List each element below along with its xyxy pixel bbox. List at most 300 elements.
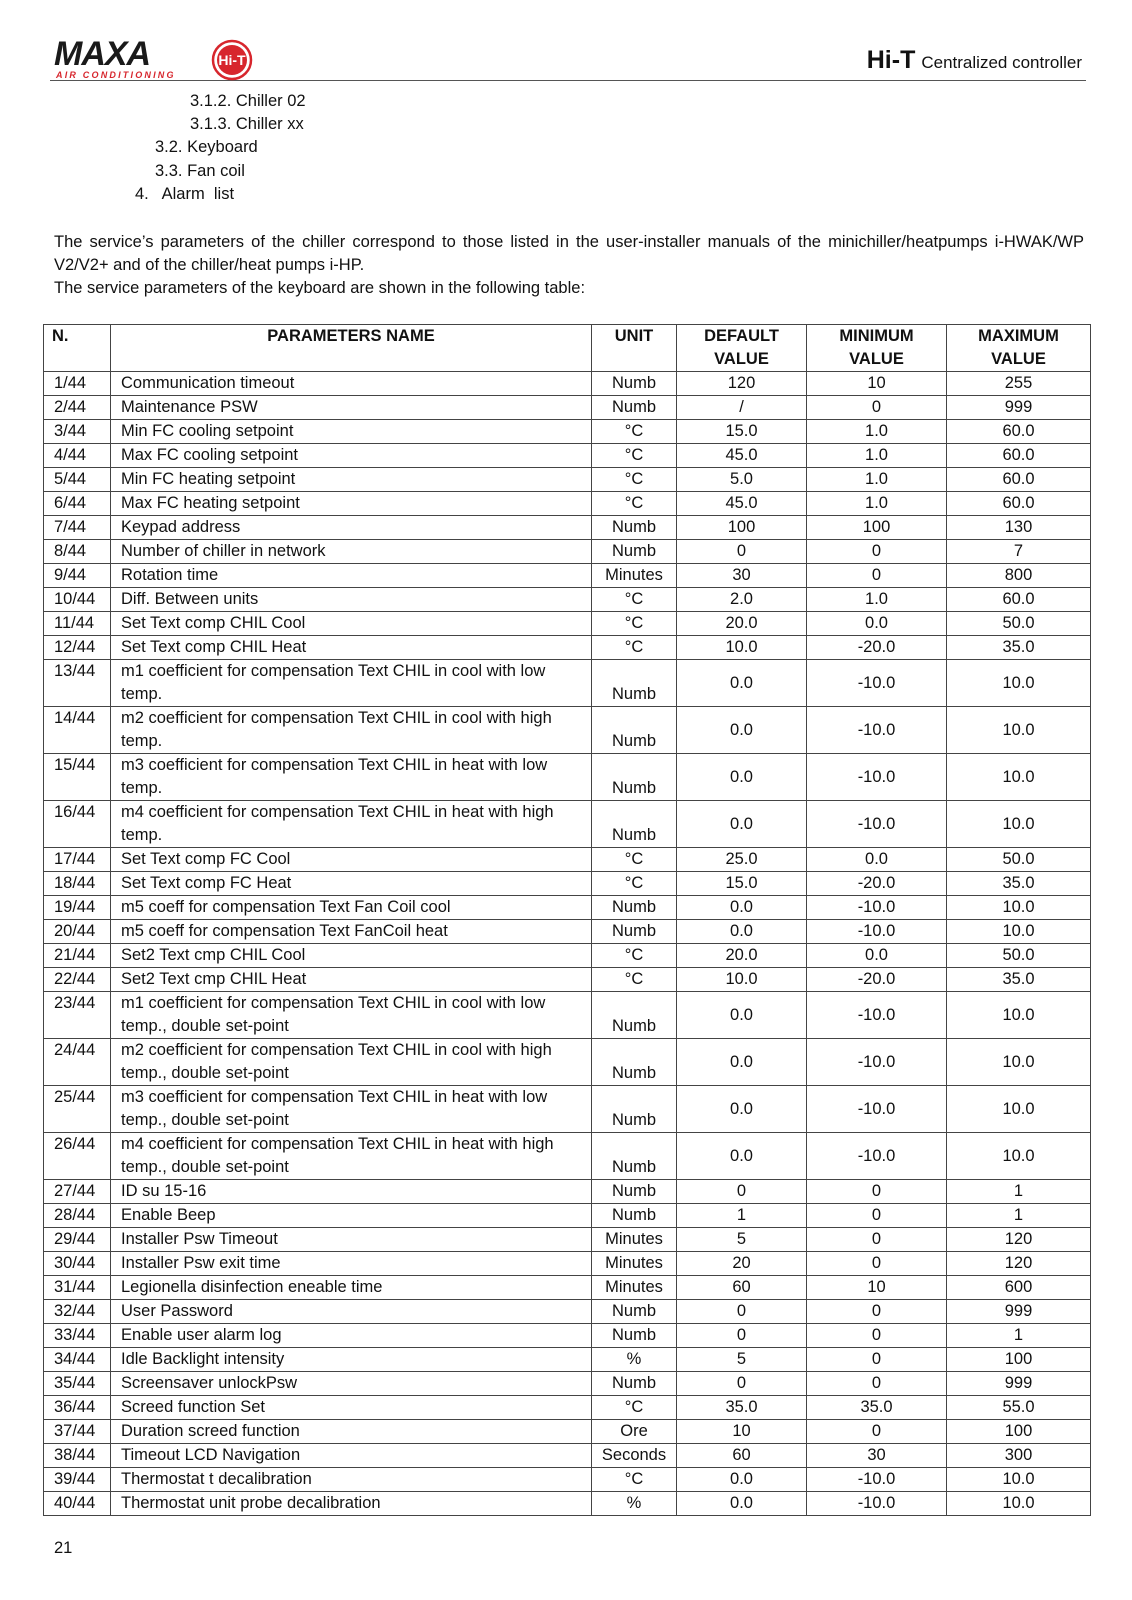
cell-unit: °C: [592, 944, 677, 968]
cell-minimum-value: 0.0: [807, 944, 947, 968]
cell-number: 25/44: [44, 1086, 111, 1133]
table-row: [44, 1204, 1091, 1228]
cell-unit: Minutes: [592, 1276, 677, 1300]
cell-default-value: 0.0: [677, 801, 807, 848]
cell-minimum-value: 0: [807, 540, 947, 564]
cell-default-value: 0.0: [677, 992, 807, 1039]
cell-number: 20/44: [44, 920, 111, 944]
column-header: N.: [44, 325, 111, 372]
table-row: [44, 707, 1091, 754]
cell-unit: Numb: [592, 1324, 677, 1348]
cell-unit: Ore: [592, 1420, 677, 1444]
cell-number: 22/44: [44, 968, 111, 992]
cell-default-value: 30: [677, 564, 807, 588]
hit-logo: [213, 41, 251, 79]
cell-number: 4/44: [44, 444, 111, 468]
table-row: [44, 492, 1091, 516]
cell-maximum-value: 800: [947, 564, 1091, 588]
cell-number: 31/44: [44, 1276, 111, 1300]
cell-minimum-value: 0: [807, 1372, 947, 1396]
cell-parameter-name: m5 coeff for compensation Text Fan Coil cool: [111, 896, 592, 920]
cell-minimum-value: 0: [807, 1180, 947, 1204]
cell-parameter-name: Max FC heating setpoint: [111, 492, 592, 516]
cell-maximum-value: 60.0: [947, 468, 1091, 492]
cell-number: 38/44: [44, 1444, 111, 1468]
cell-maximum-value: 999: [947, 1372, 1091, 1396]
keyboard-parameters-table: [43, 324, 1091, 1516]
cell-default-value: 0: [677, 1180, 807, 1204]
table-row: [44, 1468, 1091, 1492]
cell-maximum-value: 255: [947, 372, 1091, 396]
cell-maximum-value: 300: [947, 1444, 1091, 1468]
toc-item: 3.1.2. Chiller 02: [190, 92, 306, 110]
cell-maximum-value: 1: [947, 1204, 1091, 1228]
cell-unit: Numb: [592, 754, 677, 801]
cell-default-value: 120: [677, 372, 807, 396]
cell-parameter-name: Communication timeout: [111, 372, 592, 396]
column-header: PARAMETERS NAME: [111, 325, 592, 372]
cell-maximum-value: 120: [947, 1228, 1091, 1252]
cell-unit: °C: [592, 468, 677, 492]
cell-maximum-value: 600: [947, 1276, 1091, 1300]
cell-minimum-value: 0: [807, 1420, 947, 1444]
cell-number: 9/44: [44, 564, 111, 588]
cell-unit: Numb: [592, 1204, 677, 1228]
cell-parameter-name: Set Text comp CHIL Cool: [111, 612, 592, 636]
toc-item: 3.1.3. Chiller xx: [190, 115, 304, 133]
cell-number: 19/44: [44, 896, 111, 920]
table-row: [44, 468, 1091, 492]
table-row: [44, 1300, 1091, 1324]
table-row: [44, 1396, 1091, 1420]
table-header-row: [44, 325, 1091, 372]
cell-unit: °C: [592, 588, 677, 612]
column-header: MAXIMUM VALUE: [947, 325, 1091, 372]
document-title: [867, 46, 1082, 75]
cell-minimum-value: 1.0: [807, 444, 947, 468]
cell-default-value: 5.0: [677, 468, 807, 492]
table-row: [44, 1252, 1091, 1276]
cell-number: 33/44: [44, 1324, 111, 1348]
cell-number: 6/44: [44, 492, 111, 516]
cell-parameter-name: Set2 Text cmp CHIL Heat: [111, 968, 592, 992]
cell-maximum-value: 50.0: [947, 848, 1091, 872]
cell-minimum-value: -10.0: [807, 992, 947, 1039]
table-row: [44, 396, 1091, 420]
cell-number: 29/44: [44, 1228, 111, 1252]
cell-maximum-value: 10.0: [947, 754, 1091, 801]
cell-maximum-value: 10.0: [947, 1492, 1091, 1516]
cell-parameter-name: Enable user alarm log: [111, 1324, 592, 1348]
intro-paragraph: The service’s parameters of the chiller correspond to those listed in the user-installer manuals of the minichiller/heatpumps i-HWAK/WP V2/V2+ and of the chiller/heat pumps i-HP.: [54, 233, 1084, 274]
cell-default-value: 0.0: [677, 1468, 807, 1492]
cell-unit: Numb: [592, 540, 677, 564]
cell-unit: Numb: [592, 1372, 677, 1396]
cell-default-value: 60: [677, 1276, 807, 1300]
hit-logo-text: Hi-T: [218, 52, 246, 68]
table-row: [44, 372, 1091, 396]
cell-number: 30/44: [44, 1252, 111, 1276]
table-row: [44, 1444, 1091, 1468]
cell-default-value: 10: [677, 1420, 807, 1444]
cell-minimum-value: 1.0: [807, 492, 947, 516]
cell-maximum-value: 1: [947, 1180, 1091, 1204]
cell-parameter-name: Set2 Text cmp CHIL Cool: [111, 944, 592, 968]
cell-parameter-name: Set Text comp FC Heat: [111, 872, 592, 896]
table-row: [44, 944, 1091, 968]
cell-maximum-value: 10.0: [947, 1086, 1091, 1133]
cell-unit: Numb: [592, 896, 677, 920]
cell-parameter-name: m1 coefficient for compensation Text CHIL in cool with low temp., double set-point: [111, 992, 592, 1039]
cell-minimum-value: -10.0: [807, 754, 947, 801]
cell-default-value: /: [677, 396, 807, 420]
table-row: [44, 1324, 1091, 1348]
cell-unit: Numb: [592, 1133, 677, 1180]
cell-unit: °C: [592, 420, 677, 444]
cell-parameter-name: Screed function Set: [111, 1396, 592, 1420]
cell-unit: °C: [592, 968, 677, 992]
cell-parameter-name: Idle Backlight intensity: [111, 1348, 592, 1372]
cell-minimum-value: -10.0: [807, 1492, 947, 1516]
cell-default-value: 15.0: [677, 420, 807, 444]
cell-number: 32/44: [44, 1300, 111, 1324]
cell-maximum-value: 10.0: [947, 992, 1091, 1039]
cell-parameter-name: Rotation time: [111, 564, 592, 588]
cell-number: 13/44: [44, 660, 111, 707]
cell-minimum-value: -20.0: [807, 872, 947, 896]
maxa-logo: [54, 38, 264, 87]
cell-maximum-value: 10.0: [947, 707, 1091, 754]
cell-maximum-value: 130: [947, 516, 1091, 540]
cell-parameter-name: m2 coefficient for compensation Text CHIL in cool with high temp., double set-point: [111, 1039, 592, 1086]
cell-unit: Numb: [592, 660, 677, 707]
cell-number: 17/44: [44, 848, 111, 872]
cell-parameter-name: Diff. Between units: [111, 588, 592, 612]
cell-maximum-value: 7: [947, 540, 1091, 564]
cell-default-value: 0.0: [677, 660, 807, 707]
table-row: [44, 420, 1091, 444]
cell-number: 36/44: [44, 1396, 111, 1420]
cell-maximum-value: 100: [947, 1348, 1091, 1372]
page-number: 21: [54, 1539, 73, 1557]
cell-unit: °C: [592, 636, 677, 660]
cell-parameter-name: User Password: [111, 1300, 592, 1324]
cell-unit: Numb: [592, 1300, 677, 1324]
cell-number: 11/44: [44, 612, 111, 636]
cell-number: 26/44: [44, 1133, 111, 1180]
toc-item: 3.3. Fan coil: [155, 162, 245, 180]
cell-default-value: 1: [677, 1204, 807, 1228]
cell-parameter-name: m4 coefficient for compensation Text CHIL in heat with high temp., double set-point: [111, 1133, 592, 1180]
column-header: UNIT: [592, 325, 677, 372]
cell-default-value: 0.0: [677, 1086, 807, 1133]
cell-parameter-name: Installer Psw exit time: [111, 1252, 592, 1276]
table-row: [44, 1372, 1091, 1396]
page-header: [50, 30, 1086, 81]
table-row: [44, 588, 1091, 612]
table-row: [44, 801, 1091, 848]
cell-parameter-name: Installer Psw Timeout: [111, 1228, 592, 1252]
table-row: [44, 1086, 1091, 1133]
cell-maximum-value: 10.0: [947, 660, 1091, 707]
cell-default-value: 10.0: [677, 636, 807, 660]
cell-maximum-value: 60.0: [947, 588, 1091, 612]
cell-default-value: 0: [677, 1324, 807, 1348]
cell-unit: °C: [592, 1468, 677, 1492]
table-row: [44, 612, 1091, 636]
cell-maximum-value: 10.0: [947, 801, 1091, 848]
cell-parameter-name: Screensaver unlockPsw: [111, 1372, 592, 1396]
cell-maximum-value: 50.0: [947, 612, 1091, 636]
cell-unit: Numb: [592, 920, 677, 944]
cell-unit: Numb: [592, 1086, 677, 1133]
cell-default-value: 25.0: [677, 848, 807, 872]
cell-default-value: 35.0: [677, 1396, 807, 1420]
cell-unit: Numb: [592, 707, 677, 754]
table-row: [44, 444, 1091, 468]
toc-item: 3.2. Keyboard: [155, 138, 258, 156]
cell-default-value: 0.0: [677, 1492, 807, 1516]
cell-parameter-name: m4 coefficient for compensation Text CHIL in heat with high temp.: [111, 801, 592, 848]
table-body: [44, 372, 1091, 1516]
cell-number: 14/44: [44, 707, 111, 754]
cell-maximum-value: 120: [947, 1252, 1091, 1276]
cell-minimum-value: 1.0: [807, 468, 947, 492]
table-row: [44, 1039, 1091, 1086]
intro-table-caption: The service parameters of the keyboard are shown in the following table:: [54, 279, 586, 297]
cell-parameter-name: Enable Beep: [111, 1204, 592, 1228]
cell-parameter-name: Duration screed function: [111, 1420, 592, 1444]
cell-default-value: 5: [677, 1228, 807, 1252]
cell-default-value: 2.0: [677, 588, 807, 612]
cell-number: 18/44: [44, 872, 111, 896]
cell-parameter-name: Timeout LCD Navigation: [111, 1444, 592, 1468]
cell-maximum-value: 60.0: [947, 444, 1091, 468]
cell-default-value: 45.0: [677, 492, 807, 516]
cell-parameter-name: Set Text comp FC Cool: [111, 848, 592, 872]
cell-unit: °C: [592, 848, 677, 872]
cell-number: 35/44: [44, 1372, 111, 1396]
cell-minimum-value: -10.0: [807, 801, 947, 848]
cell-maximum-value: 60.0: [947, 492, 1091, 516]
cell-minimum-value: 35.0: [807, 1396, 947, 1420]
table-row: [44, 660, 1091, 707]
cell-unit: Numb: [592, 516, 677, 540]
cell-number: 7/44: [44, 516, 111, 540]
cell-default-value: 0: [677, 540, 807, 564]
cell-minimum-value: 0: [807, 564, 947, 588]
cell-minimum-value: -10.0: [807, 1039, 947, 1086]
cell-unit: Minutes: [592, 1252, 677, 1276]
cell-unit: Numb: [592, 1180, 677, 1204]
cell-number: 3/44: [44, 420, 111, 444]
cell-minimum-value: 1.0: [807, 420, 947, 444]
table-row: [44, 636, 1091, 660]
cell-unit: °C: [592, 444, 677, 468]
column-header: DEFAULT VALUE: [677, 325, 807, 372]
cell-default-value: 0.0: [677, 896, 807, 920]
cell-unit: %: [592, 1492, 677, 1516]
cell-parameter-name: Min FC heating setpoint: [111, 468, 592, 492]
cell-parameter-name: Maintenance PSW: [111, 396, 592, 420]
cell-minimum-value: 0.0: [807, 848, 947, 872]
cell-number: 15/44: [44, 754, 111, 801]
cell-default-value: 20.0: [677, 944, 807, 968]
cell-minimum-value: 0: [807, 396, 947, 420]
cell-parameter-name: m3 coefficient for compensation Text CHIL in heat with low temp., double set-point: [111, 1086, 592, 1133]
cell-minimum-value: -10.0: [807, 1468, 947, 1492]
cell-number: 21/44: [44, 944, 111, 968]
cell-number: 12/44: [44, 636, 111, 660]
cell-maximum-value: 50.0: [947, 944, 1091, 968]
cell-parameter-name: ID su 15-16: [111, 1180, 592, 1204]
cell-unit: Numb: [592, 1039, 677, 1086]
document-title-sub: Centralized controller: [921, 53, 1082, 72]
cell-minimum-value: -10.0: [807, 1086, 947, 1133]
table-row: [44, 1492, 1091, 1516]
cell-parameter-name: m3 coefficient for compensation Text CHIL in heat with low temp.: [111, 754, 592, 801]
cell-minimum-value: 0: [807, 1252, 947, 1276]
cell-unit: Numb: [592, 396, 677, 420]
cell-maximum-value: 100: [947, 1420, 1091, 1444]
cell-minimum-value: -10.0: [807, 660, 947, 707]
cell-maximum-value: 35.0: [947, 636, 1091, 660]
cell-default-value: 0.0: [677, 920, 807, 944]
cell-minimum-value: -10.0: [807, 707, 947, 754]
table-row: [44, 1348, 1091, 1372]
cell-minimum-value: -20.0: [807, 636, 947, 660]
cell-parameter-name: Thermostat unit probe decalibration: [111, 1492, 592, 1516]
cell-unit: %: [592, 1348, 677, 1372]
cell-maximum-value: 10.0: [947, 1468, 1091, 1492]
cell-maximum-value: 35.0: [947, 968, 1091, 992]
toc-item: 4. Alarm list: [135, 185, 235, 203]
cell-unit: Numb: [592, 801, 677, 848]
cell-number: 5/44: [44, 468, 111, 492]
cell-parameter-name: Set Text comp CHIL Heat: [111, 636, 592, 660]
cell-default-value: 20: [677, 1252, 807, 1276]
table-row: [44, 1228, 1091, 1252]
table-row: [44, 872, 1091, 896]
cell-unit: °C: [592, 612, 677, 636]
cell-parameter-name: Max FC cooling setpoint: [111, 444, 592, 468]
cell-number: 2/44: [44, 396, 111, 420]
cell-minimum-value: 0: [807, 1348, 947, 1372]
cell-minimum-value: 0: [807, 1300, 947, 1324]
maxa-tagline: AIR CONDITIONING: [56, 70, 176, 80]
cell-unit: °C: [592, 492, 677, 516]
cell-minimum-value: 10: [807, 372, 947, 396]
cell-default-value: 0.0: [677, 754, 807, 801]
maxa-wordmark: MAXA: [54, 38, 151, 73]
cell-unit: Minutes: [592, 564, 677, 588]
cell-default-value: 45.0: [677, 444, 807, 468]
table-row: [44, 1276, 1091, 1300]
cell-unit: Numb: [592, 992, 677, 1039]
cell-minimum-value: 0.0: [807, 612, 947, 636]
cell-maximum-value: 10.0: [947, 1039, 1091, 1086]
table-row: [44, 992, 1091, 1039]
table-row: [44, 848, 1091, 872]
cell-parameter-name: Min FC cooling setpoint: [111, 420, 592, 444]
cell-unit: Minutes: [592, 1228, 677, 1252]
cell-default-value: 0.0: [677, 1039, 807, 1086]
cell-parameter-name: m5 coeff for compensation Text FanCoil heat: [111, 920, 592, 944]
cell-minimum-value: 30: [807, 1444, 947, 1468]
cell-number: 40/44: [44, 1492, 111, 1516]
cell-number: 16/44: [44, 801, 111, 848]
cell-default-value: 10.0: [677, 968, 807, 992]
cell-number: 39/44: [44, 1468, 111, 1492]
cell-default-value: 60: [677, 1444, 807, 1468]
cell-default-value: 0.0: [677, 707, 807, 754]
cell-minimum-value: 0: [807, 1204, 947, 1228]
cell-parameter-name: m2 coefficient for compensation Text CHIL in cool with high temp.: [111, 707, 592, 754]
cell-default-value: 20.0: [677, 612, 807, 636]
cell-number: 27/44: [44, 1180, 111, 1204]
cell-unit: °C: [592, 1396, 677, 1420]
cell-minimum-value: 1.0: [807, 588, 947, 612]
table-row: [44, 754, 1091, 801]
cell-minimum-value: -10.0: [807, 1133, 947, 1180]
cell-number: 34/44: [44, 1348, 111, 1372]
cell-default-value: 15.0: [677, 872, 807, 896]
table-row: [44, 968, 1091, 992]
cell-parameter-name: m1 coefficient for compensation Text CHIL in cool with low temp.: [111, 660, 592, 707]
table-row: [44, 920, 1091, 944]
cell-minimum-value: 10: [807, 1276, 947, 1300]
cell-maximum-value: 999: [947, 1300, 1091, 1324]
table-row: [44, 1133, 1091, 1180]
cell-number: 10/44: [44, 588, 111, 612]
cell-maximum-value: 60.0: [947, 420, 1091, 444]
column-header: MINIMUM VALUE: [807, 325, 947, 372]
cell-unit: Seconds: [592, 1444, 677, 1468]
document-title-main: Hi-T: [866, 46, 916, 74]
cell-default-value: 0.0: [677, 1133, 807, 1180]
cell-number: 37/44: [44, 1420, 111, 1444]
cell-default-value: 0: [677, 1372, 807, 1396]
cell-default-value: 100: [677, 516, 807, 540]
cell-number: 23/44: [44, 992, 111, 1039]
cell-maximum-value: 10.0: [947, 920, 1091, 944]
cell-maximum-value: 999: [947, 396, 1091, 420]
cell-number: 1/44: [44, 372, 111, 396]
cell-number: 8/44: [44, 540, 111, 564]
cell-maximum-value: 10.0: [947, 1133, 1091, 1180]
cell-maximum-value: 1: [947, 1324, 1091, 1348]
cell-minimum-value: 100: [807, 516, 947, 540]
cell-default-value: 5: [677, 1348, 807, 1372]
cell-parameter-name: Thermostat t decalibration: [111, 1468, 592, 1492]
cell-default-value: 0: [677, 1300, 807, 1324]
table-row: [44, 540, 1091, 564]
cell-parameter-name: Legionella disinfection eneable time: [111, 1276, 592, 1300]
cell-number: 24/44: [44, 1039, 111, 1086]
table-row: [44, 896, 1091, 920]
cell-parameter-name: Keypad address: [111, 516, 592, 540]
cell-maximum-value: 10.0: [947, 896, 1091, 920]
cell-unit: Numb: [592, 372, 677, 396]
table-row: [44, 1180, 1091, 1204]
cell-maximum-value: 55.0: [947, 1396, 1091, 1420]
cell-unit: °C: [592, 872, 677, 896]
table-row: [44, 1420, 1091, 1444]
cell-parameter-name: Number of chiller in network: [111, 540, 592, 564]
table-row: [44, 516, 1091, 540]
cell-minimum-value: 0: [807, 1228, 947, 1252]
cell-number: 28/44: [44, 1204, 111, 1228]
